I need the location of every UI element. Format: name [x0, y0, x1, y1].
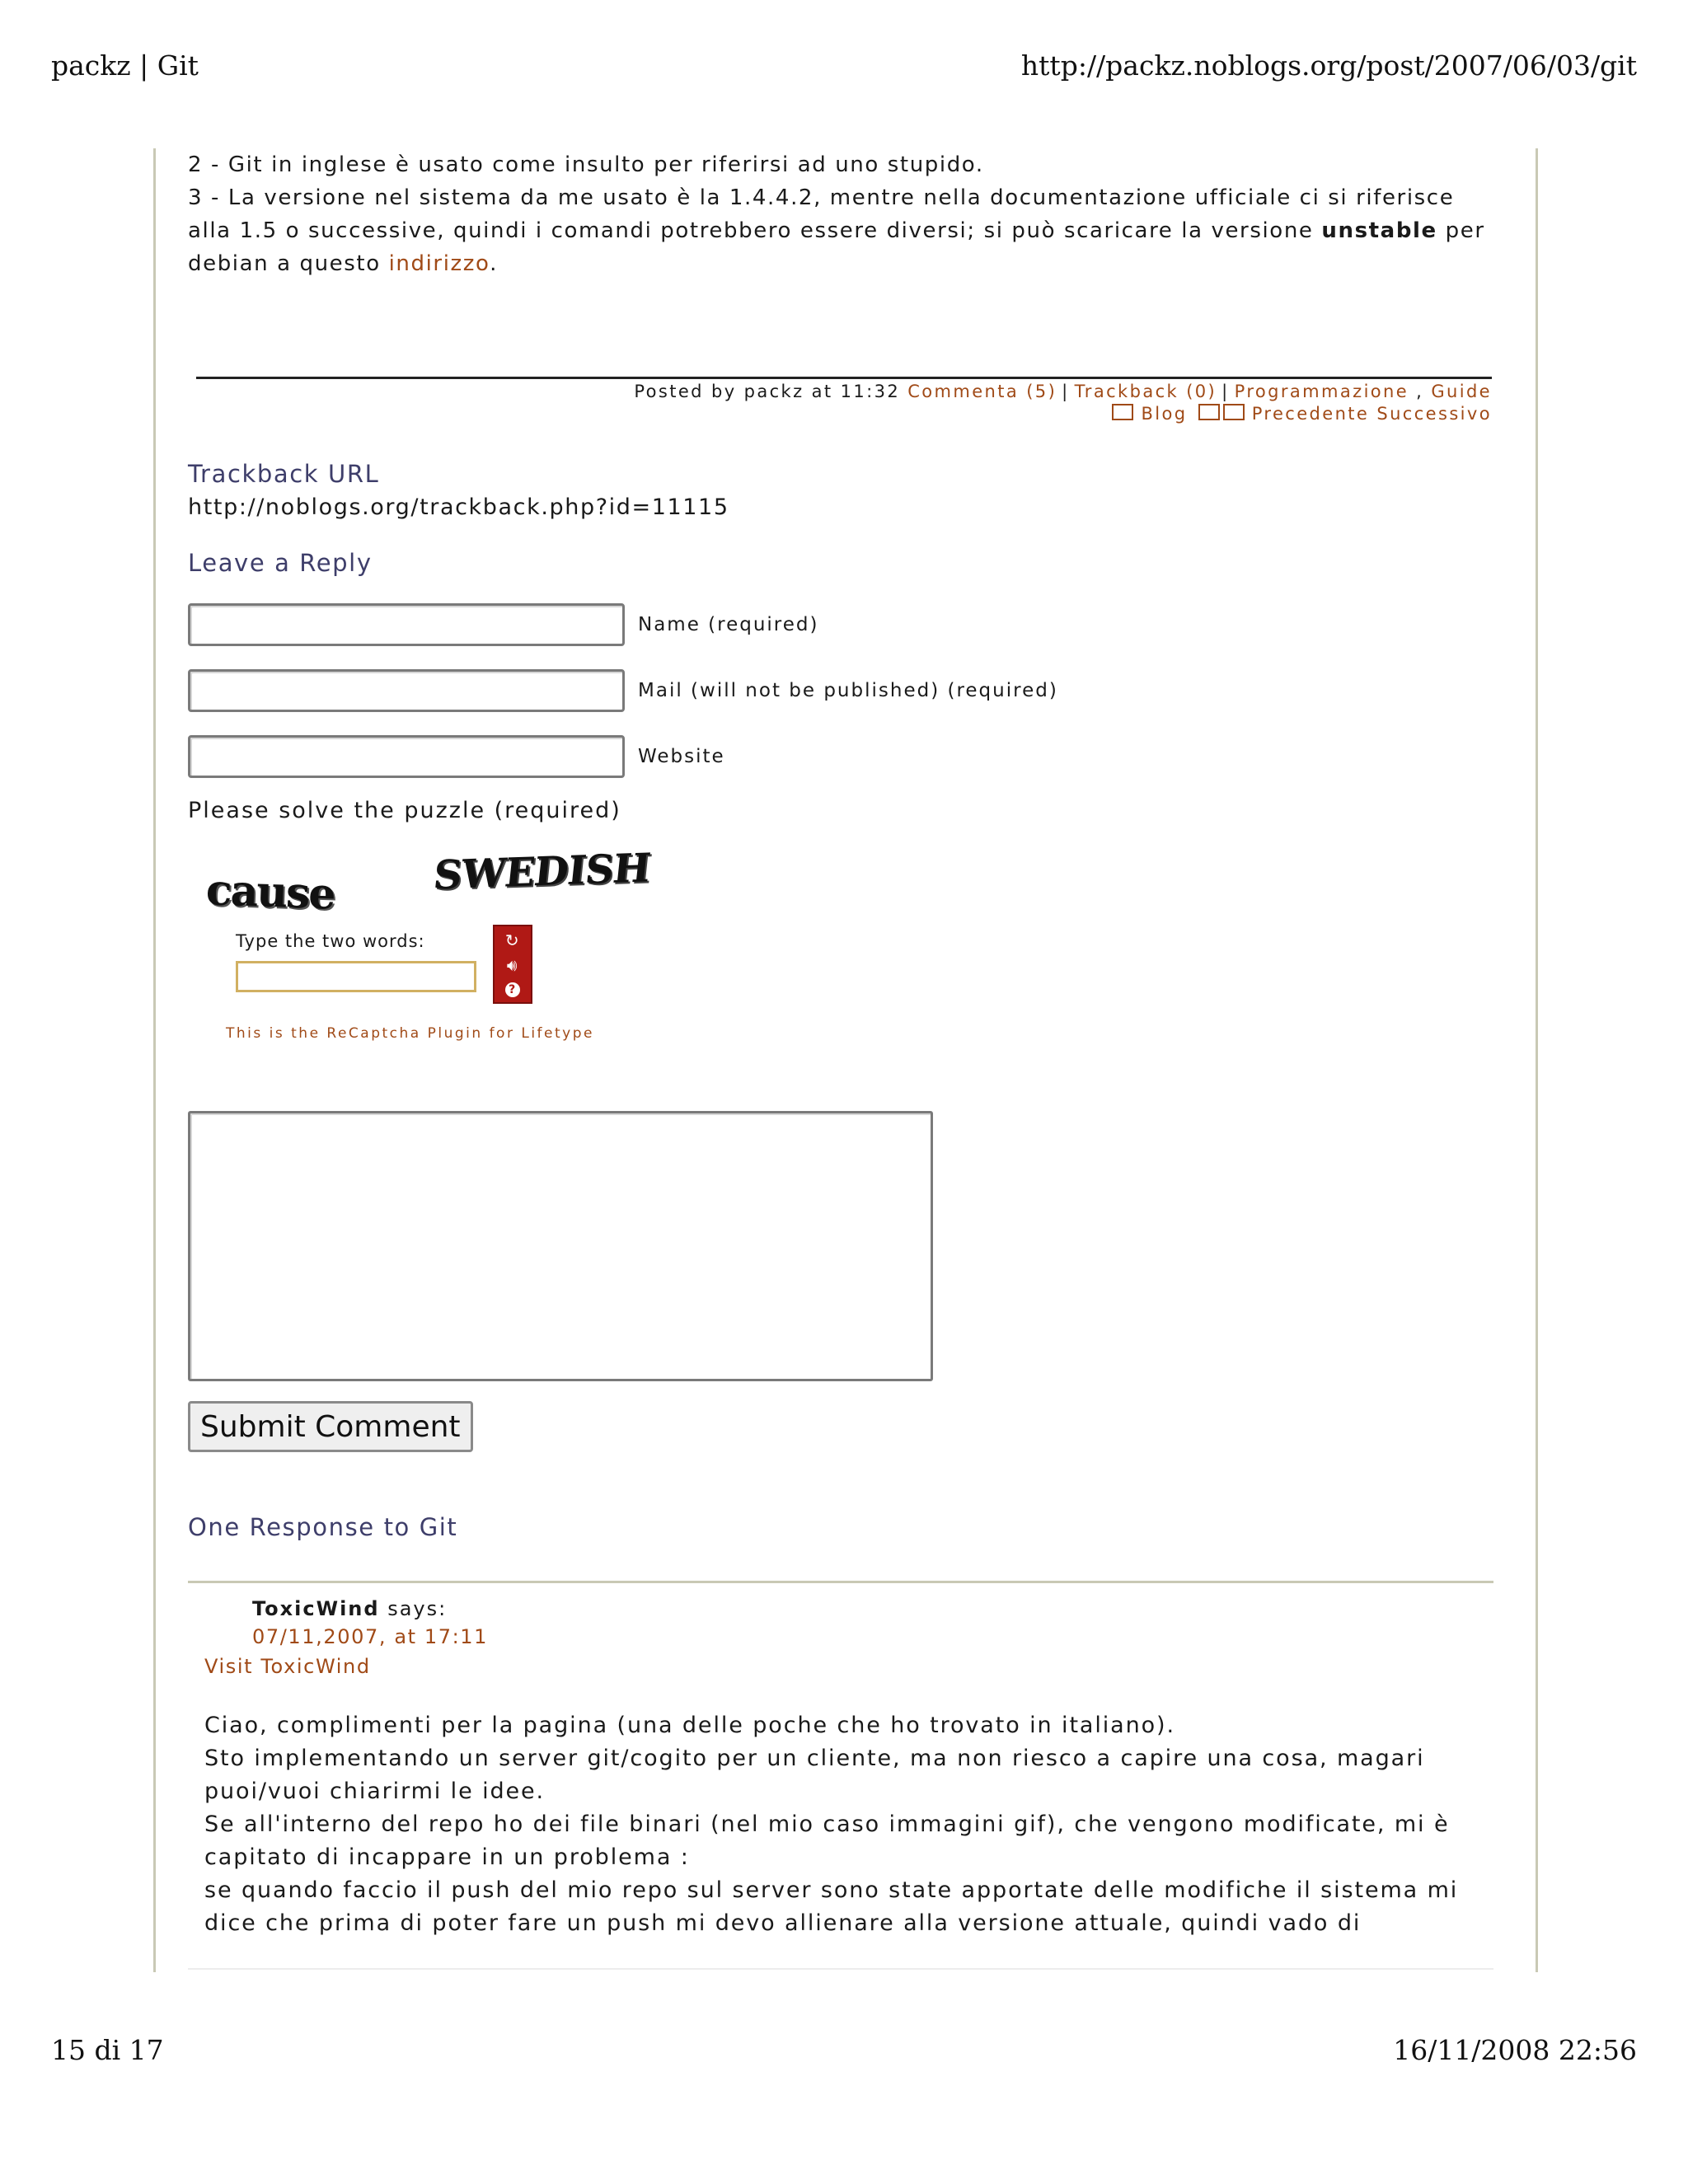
print-footer — [51, 2034, 1637, 2066]
footnote-3 — [188, 181, 1502, 280]
captcha-word-2: SWEDISH — [431, 845, 653, 899]
broken-image-icon — [1223, 404, 1245, 420]
meta-separator: | — [1062, 382, 1070, 401]
footnote-2-text: 2 - Git in inglese è usato come insulto per riferirsi ad uno stupido. — [188, 152, 984, 177]
responses-title: One Response to Git — [188, 1513, 458, 1541]
footnote-3-text: 3 - La versione nel sistema da me usato è la 1.4.4.2, mentre nella documentazione ufficiale ci si riferisce alla 1.5 o successive, quindi i comandi potrebbero essere diversi; si può scaricare la versione — [188, 185, 1455, 243]
indirizzo-link[interactable]: indirizzo — [388, 251, 490, 276]
refresh-icon[interactable]: ↻ — [504, 930, 521, 950]
submit-comment-button[interactable]: Submit Comment — [188, 1401, 473, 1452]
name-row — [188, 600, 818, 649]
trackback-link[interactable]: Trackback (0) — [1074, 382, 1217, 401]
post-divider — [196, 377, 1492, 379]
recaptcha-credit: This is the ReCaptcha Plugin for Lifetype — [226, 1025, 594, 1042]
comment-end-divider — [188, 1968, 1493, 1970]
trackback-title: Trackback URL — [188, 460, 380, 488]
category-programmazione-link[interactable]: Programmazione — [1234, 382, 1409, 401]
help-icon[interactable]: ? — [495, 977, 531, 1002]
responses-divider — [188, 1581, 1493, 1583]
comment-line: Sto implementando un server git/cogito per un cliente, ma non riesco a capire una cosa, magari puoi/vuoi chiarirmi le idee. — [204, 1746, 1425, 1804]
comment-author — [252, 1597, 447, 1620]
website-row — [188, 732, 725, 781]
posted-by: Posted by packz at 11:32 — [634, 382, 908, 401]
page-counter: 15 di 17 — [51, 2034, 164, 2066]
captcha-type-label: Type the two words: — [236, 931, 425, 951]
broken-image-icon — [1112, 404, 1133, 420]
comments-link[interactable]: Commenta (5) — [907, 382, 1057, 401]
footnote-3-end: . — [490, 251, 498, 276]
mail-label: Mail (will not be published) (required) — [638, 680, 1058, 701]
name-label: Name (required) — [638, 614, 819, 635]
footnote-3-text-b: per debian a questo — [188, 218, 1485, 276]
mail-input[interactable] — [188, 669, 625, 712]
comment-body — [204, 1709, 1490, 1940]
comment-says: says: — [379, 1597, 448, 1620]
print-header-title: packz | Git — [51, 49, 199, 82]
trackback-url: http://noblogs.org/trackback.php?id=11115 — [188, 494, 729, 520]
comment-line: Ciao, complimenti per la pagina (una delle poche che ho trovato in italiano). — [204, 1713, 1175, 1738]
mail-row — [188, 666, 1058, 715]
comment-line: Se all'interno del repo ho dei file binari (nel mio caso immagini gif), che vengono modificate, mi è capitato di incappare in un problema : — [204, 1811, 1450, 1870]
visit-author-link[interactable]: Visit ToxicWind — [204, 1655, 371, 1678]
category-guide-link[interactable]: Guide — [1431, 382, 1492, 401]
post-meta-line-2 — [634, 403, 1492, 425]
captcha-response-input[interactable] — [236, 961, 476, 992]
website-label: Website — [638, 746, 725, 767]
comment-date-link[interactable]: 07/11,2007, at 17:11 — [252, 1625, 489, 1648]
print-timestamp: 16/11/2008 22:56 — [1393, 2034, 1637, 2066]
category-blog-link[interactable]: Blog — [1141, 404, 1188, 424]
website-input[interactable] — [188, 735, 625, 778]
broken-image-icon — [1198, 404, 1220, 420]
previous-post-link[interactable]: Precedente — [1251, 404, 1370, 424]
post-meta — [634, 381, 1492, 425]
print-header-url: http://packz.noblogs.org/post/2007/06/03/git — [1020, 49, 1637, 82]
audio-icon[interactable]: 🔊︎ — [506, 955, 519, 975]
captcha-controls — [493, 925, 532, 1004]
footnote-3-bold: unstable — [1321, 218, 1437, 243]
recaptcha-widget — [195, 845, 689, 1080]
captcha-word-1: cause — [204, 865, 335, 920]
meta-separator: | — [1221, 382, 1230, 401]
name-input[interactable] — [188, 603, 625, 646]
comment-line: se quando faccio il push del mio repo sul server sono state apportate delle modifiche il sistema mi dice che prima di poter fare un push mi devo allienare alla versione attuale, quindi vado di — [204, 1877, 1459, 1936]
comment-textarea[interactable] — [188, 1111, 933, 1381]
category-comma: , — [1409, 382, 1432, 401]
leave-reply-title: Leave a Reply — [188, 549, 373, 577]
next-post-link[interactable]: Successivo — [1376, 404, 1492, 424]
comment-author-name: ToxicWind — [252, 1597, 380, 1620]
puzzle-label: Please solve the puzzle (required) — [188, 798, 621, 823]
footnote-2 — [188, 148, 1502, 181]
print-header — [51, 49, 1637, 82]
post-meta-line-1 — [634, 381, 1492, 403]
